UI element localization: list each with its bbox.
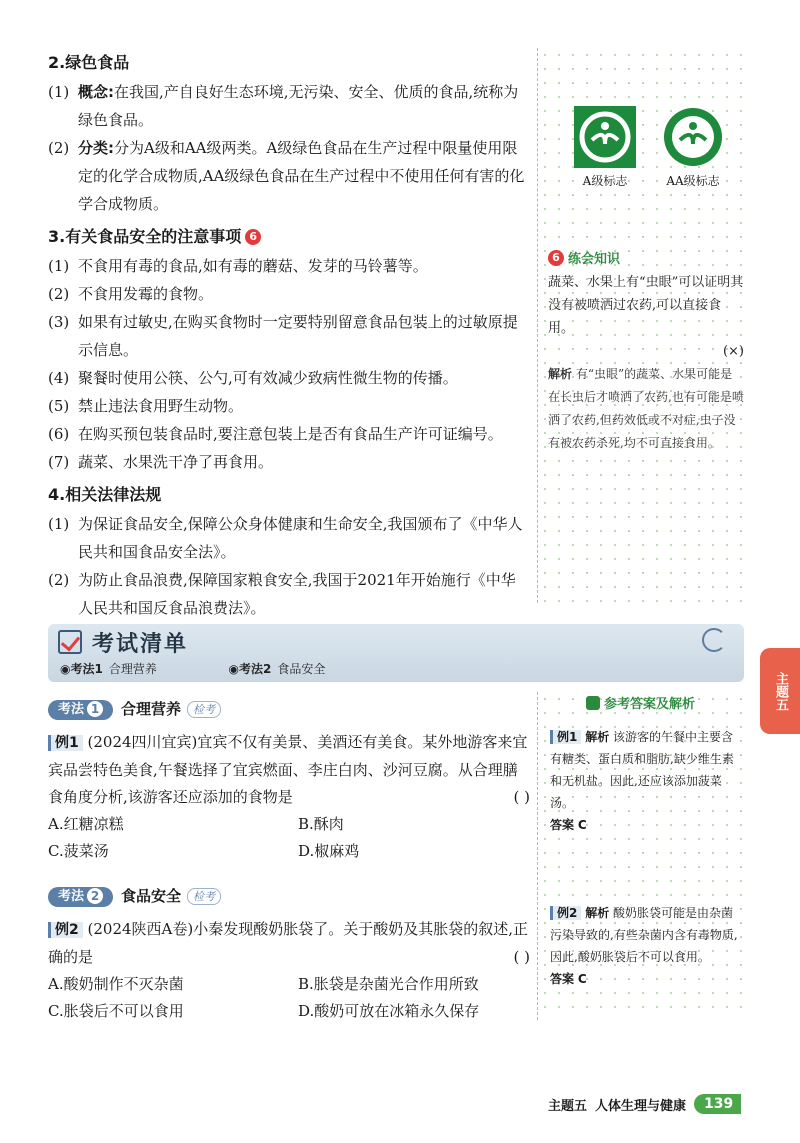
answer-panel: 参考答案及解析 例1 解析 该游客的午餐中主要含有糖类、蛋白质和脂肪,缺少维生素和无机盐。因此,还应该添加菠菜汤。 答案 C 例2 解析 酸奶胀袋可能是由杂菌污染导致的,有些杂菌内含有毒物质,因此,酸奶胀袋后不可以食用。 答案 C: [537, 692, 745, 1020]
page-number: 139: [694, 1094, 741, 1114]
option: C.胀袋后不可以食用: [48, 1002, 184, 1020]
logo-aa: AA级标志: [662, 106, 724, 189]
list-item: (2) 为防止食品浪费,保障国家粮食安全,我国于2021年开始施行《中华人民共和国反食品浪费法》。: [48, 571, 516, 617]
method-2-header: 考法 2 食品安全 检考: [48, 883, 530, 910]
list-item: (6) 在购买预包装食品时,要注意包装上是否有食品生产许可证编号。: [48, 425, 503, 443]
logo-a: A级标志: [574, 106, 636, 189]
green-food-a-logo-icon: [574, 106, 636, 168]
list-item: (2) 分类:分为A级和AA级两类。A级绿色食品在生产过程中限量使用限定的化学合成物质,AA级绿色食品在生产过程中不使用任何有害的化学合成物质。: [48, 139, 525, 213]
green-food-aa-logo-icon: [662, 106, 724, 168]
answer-2: 例2 解析 酸奶胀袋可能是由杂菌污染导致的,有些杂菌内含有毒物质,因此,酸奶胀袋后不可以食用。 答案 C: [550, 906, 738, 986]
key-icon: [586, 696, 600, 710]
list-item: (3) 如果有过敏史,在购买食物时一定要特别留意食品包装上的过敏原提示信息。: [48, 313, 518, 359]
option: C.菠菜汤: [48, 842, 109, 860]
list-item: (2) 不食用发霉的食物。: [48, 285, 214, 303]
option: A.红糖凉糕: [48, 815, 124, 833]
example-2-options: [48, 971, 530, 1025]
method-index: ◉考法1 合理营养 ◉考法2 食品安全: [60, 662, 326, 676]
main-content: [48, 48, 530, 622]
exam-list-title: 考试清单: [92, 632, 189, 657]
list-item: (1) 为保证食品安全,保障公众身体健康和生命安全,我国颁布了《中华人民共和国食品安全法》。: [48, 515, 523, 561]
section-2-title: 2.绿色食品: [48, 53, 130, 72]
exam-questions: [48, 692, 530, 1025]
topic-tab: 主题五: [760, 648, 800, 734]
example-2: 例2 (2024陕西A卷)小秦发现酸奶胀袋了。关于酸奶及其胀袋的叙述,正确的是 ( ): [48, 920, 530, 966]
swirl-icon: [702, 628, 726, 652]
example-1-options: [48, 811, 530, 865]
section-4-title: 4.相关法律法规: [48, 485, 162, 504]
side-notes: [537, 48, 745, 603]
green-food-logos: [574, 106, 724, 189]
method-1-header: 考法 1 合理营养 检考: [48, 696, 530, 723]
option: A.酸奶制作不灭杂菌: [48, 975, 184, 993]
safety-list: [48, 252, 530, 476]
page-footer: 主题五 人体生理与健康 139: [548, 1094, 741, 1114]
list-item: (5) 禁止违法食用野生动物。: [48, 397, 244, 415]
note-badge: 6: [548, 250, 564, 266]
list-item: (4) 聚餐时使用公筷、公勺,可有效减少致病性微生物的传播。: [48, 369, 458, 387]
list-item: (7) 蔬菜、水果洗干净了再食用。: [48, 453, 274, 471]
checkbox-icon: [58, 630, 82, 654]
option: B.胀袋是杂菌光合作用所致: [298, 975, 479, 993]
note-badge: 6: [245, 229, 261, 245]
exam-list-header: [48, 624, 744, 682]
answer-1: 例1 解析 该游客的午餐中主要含有糖类、蛋白质和脂肪,缺少维生素和无机盐。因此,还应该添加菠菜汤。 答案 C: [550, 730, 734, 832]
list-item: (1) 不食用有毒的食品,如有毒的蘑菇、发芽的马铃薯等。: [48, 257, 428, 275]
list-item: (1) 概念:在我国,产自良好生态环境,无污染、安全、优质的食品,统称为绿色食品。: [48, 83, 519, 129]
section-3-title: 3.有关食品安全的注意事项 6: [48, 222, 530, 252]
example-1: 例1 (2024四川宜宾)宜宾不仅有美景、美酒还有美食。某外地游客来宜宾品尝特色美食,午餐选择了宜宾燃面、李庄白肉、沙河豆腐。从合理膳食角度分析,该游客还应添加的食物是 ( ): [48, 733, 530, 806]
option: D.酸奶可放在冰箱永久保存: [298, 1002, 480, 1020]
law-list: [48, 510, 530, 622]
option: D.椒麻鸡: [298, 842, 360, 860]
practice-note: 6 练会知识 蔬菜、水果上有“虫眼”可以证明其没有被喷洒过农药,可以直接食用。 (×) 解析 有“虫眼”的蔬菜、水果可能是在长虫后才喷洒了农药,也有可能是喷洒了农药,但药效低或不对症,虫子没有被农药杀死,均不可直接食用。: [548, 251, 744, 450]
option: B.酥肉: [298, 815, 344, 833]
